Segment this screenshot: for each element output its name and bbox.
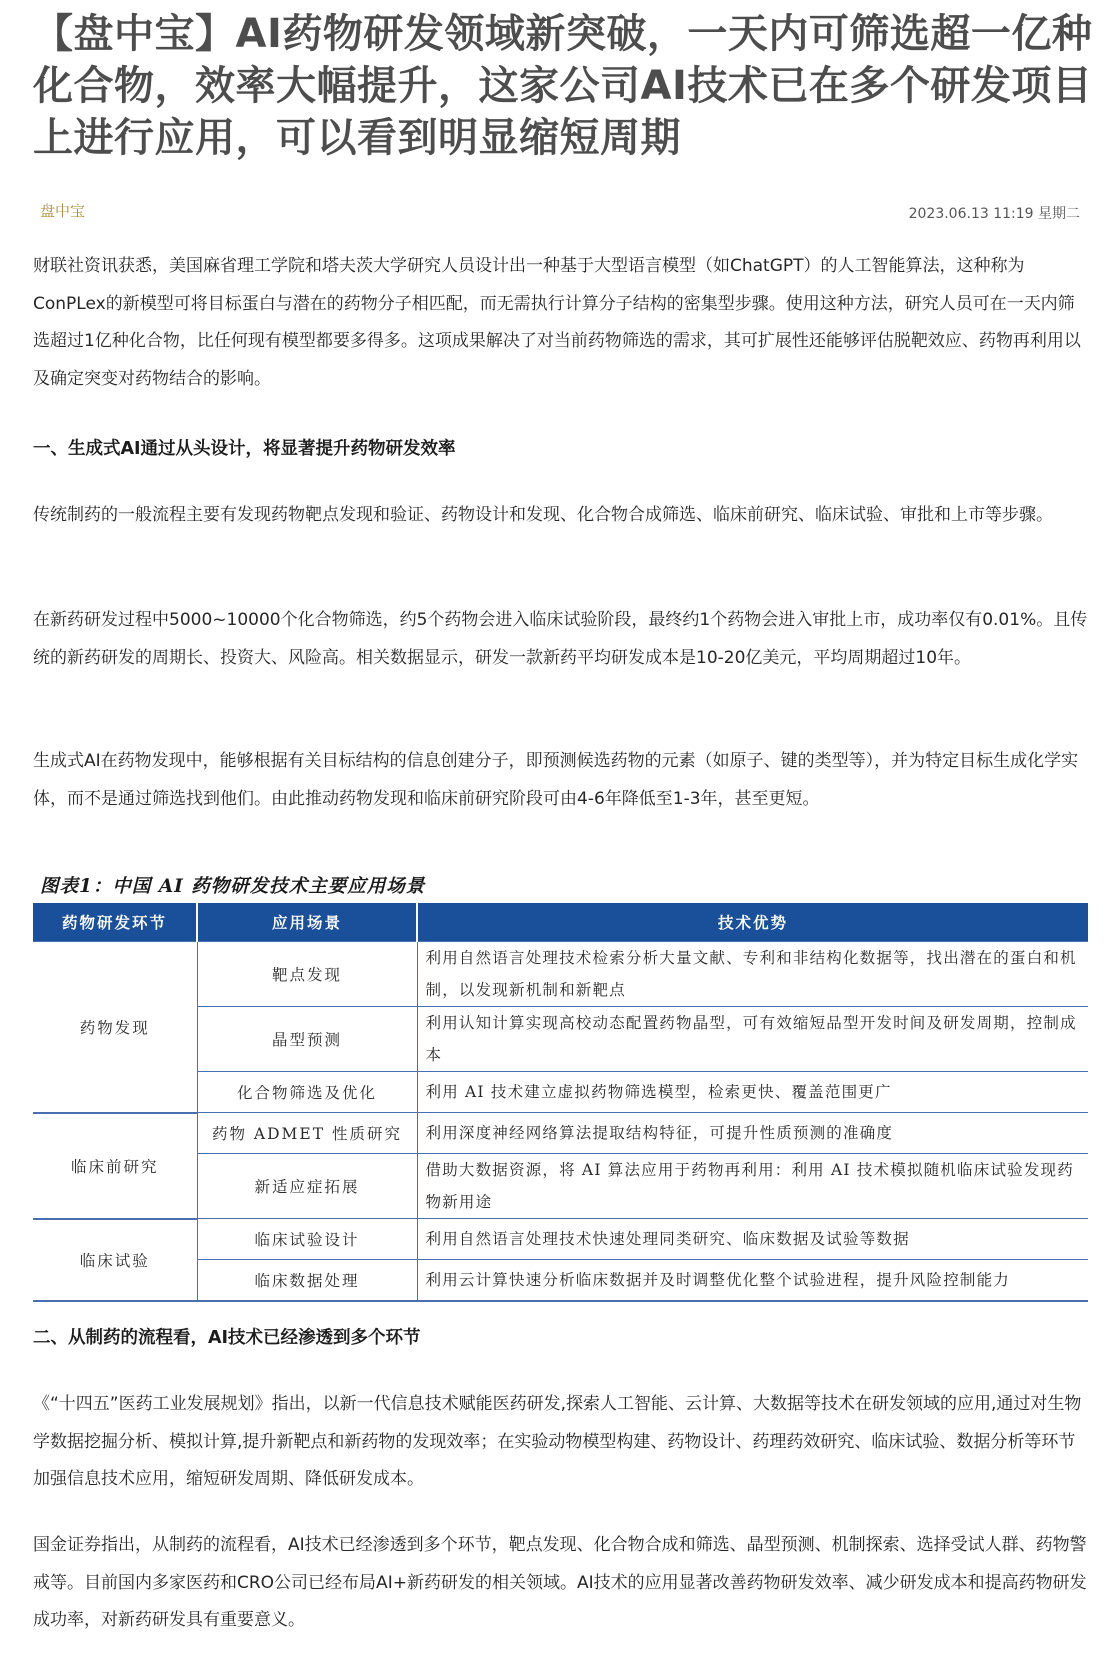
advantage-cell: 利用自然语言处理技术快速处理同类研究、临床数据及试验等数据 <box>417 1219 1088 1260</box>
header-stage: 药物研发环节 <box>33 903 197 942</box>
article-title: 【盘中宝】AI药物研发领域新突破，一天内可筛选超一亿种化合物，效率大幅提升，这家公司AI技术已在多个研发项目上进行应用，可以看到明显缩短周期 <box>33 11 1093 161</box>
scene-cell: 化合物筛选及优化 <box>197 1072 417 1113</box>
article-meta <box>40 200 1080 224</box>
advantage-cell: 利用 AI 技术建立虚拟药物筛选模型，检索更快、覆盖范围更广 <box>417 1072 1088 1113</box>
paragraph-2: 在新药研发过程中5000~10000个化合物筛选，约5个药物会进入临床试验阶段，最终约1个药物会进入审批上市，成功率仅有0.01%。且传统的新药研发的周期长、投资大、风险高。相关数据显示，研发一款新药平均研发成本是10-20亿美元，平均周期超过10年。 <box>33 610 1088 668</box>
scene-cell: 临床试验设计 <box>197 1219 417 1260</box>
scene-cell: 药物 ADMET 性质研究 <box>197 1113 417 1154</box>
header-advantage: 技术优势 <box>417 903 1088 942</box>
advantage-cell: 利用云计算快速分析临床数据并及时调整优化整个试验进程，提升风险控制能力 <box>417 1260 1088 1301</box>
table-header-row <box>33 903 1088 942</box>
table-row <box>33 1113 1088 1154</box>
article-datetime: 2023.06.13 11:19 星期二 <box>908 206 1080 222</box>
application-table <box>33 903 1088 1302</box>
advantage-cell: 利用深度神经网络算法提取结构特征，可提升性质预测的准确度 <box>417 1113 1088 1154</box>
scene-cell: 新适应症拓展 <box>197 1154 417 1219</box>
header-scene: 应用场景 <box>197 903 417 942</box>
advantage-cell: 利用自然语言处理技术检索分析大量文献、专利和非结构化数据等，找出潜在的蛋白和机制，以发现新机制和新靶点 <box>417 942 1088 1007</box>
scene-cell: 临床数据处理 <box>197 1260 417 1301</box>
section-heading-2: 二、从制药的流程看，AI技术已经渗透到多个环节 <box>33 1328 421 1348</box>
figure-title: 图表1：中国 AI 药物研发技术主要应用场景 <box>40 876 426 897</box>
intro-paragraph: 财联社资讯获悉，美国麻省理工学院和塔夫茨大学研究人员设计出一种基于大型语言模型（如ChatGPT）的人工智能算法，这种称为ConPLex的新模型可将目标蛋白与潜在的药物分子相匹配，而无需执行计算分子结构的密集型步骤。使用这种方法，研究人员可在一天内筛选超过1亿种化合物，比任何现有模型都要多得多。这项成果解决了对当前药物筛选的需求，其可扩展性还能够评估脱靶效应、药物再利用以及确定突变对药物结合的影响。 <box>33 256 1081 389</box>
stage-cell: 临床前研究 <box>33 1113 197 1219</box>
paragraph-3: 生成式AI在药物发现中，能够根据有关目标结构的信息创建分子，即预测候选药物的元素（如原子、键的类型等），并为特定目标生成化学实体，而不是通过筛选找到他们。由此推动药物发现和临床前研究阶段可由4-6年降低至1-3年，甚至更短。 <box>33 751 1079 809</box>
scene-cell: 靶点发现 <box>197 942 417 1007</box>
scene-cell: 晶型预测 <box>197 1007 417 1072</box>
article-source[interactable]: 盘中宝 <box>40 202 86 220</box>
paragraph-1: 传统制药的一般流程主要有发现药物靶点发现和验证、药物设计和发现、化合物合成筛选、临床前研究、临床试验、审批和上市等步骤。 <box>33 505 1053 525</box>
table-row <box>33 1219 1088 1260</box>
table-row <box>33 942 1088 1007</box>
paragraph-5: 国金证券指出，从制药的流程看，AI技术已经渗透到多个环节，靶点发现、化合物合成和筛选、晶型预测、机制探索、选择受试人群、药物警戒等。目前国内多家医药和CRO公司已经布局AI+新药研发的相关领域。AI技术的应用显著改善药物研发效率、减少研发成本和提高药物研发成功率，对新药研发具有重要意义。 <box>33 1535 1087 1630</box>
stage-cell: 临床试验 <box>33 1219 197 1301</box>
section-heading-1: 一、生成式AI通过从头设计，将显著提升药物研发效率 <box>33 439 456 459</box>
advantage-cell: 利用认知计算实现高校动态配置药物晶型，可有效缩短品型开发时间及研发周期，控制成本 <box>417 1007 1088 1072</box>
paragraph-4: 《“十四五”医药工业发展规划》指出，以新一代信息技术赋能医药研发,探索人工智能、云计算、大数据等技术在研发领域的应用,通过对生物学数据挖掘分析、模拟计算,提升新靶点和新药物的发现效率；在实验动物模型构建、药物设计、药理药效研究、临床试验、数据分析等环节加强信息技术应用，缩短研发周期、降低研发成本。 <box>33 1394 1082 1489</box>
stage-cell: 药物发现 <box>33 942 197 1113</box>
advantage-cell: 借助大数据资源，将 AI 算法应用于药物再利用：利用 AI 技术模拟随机临床试验发现药物新用途 <box>417 1154 1088 1219</box>
